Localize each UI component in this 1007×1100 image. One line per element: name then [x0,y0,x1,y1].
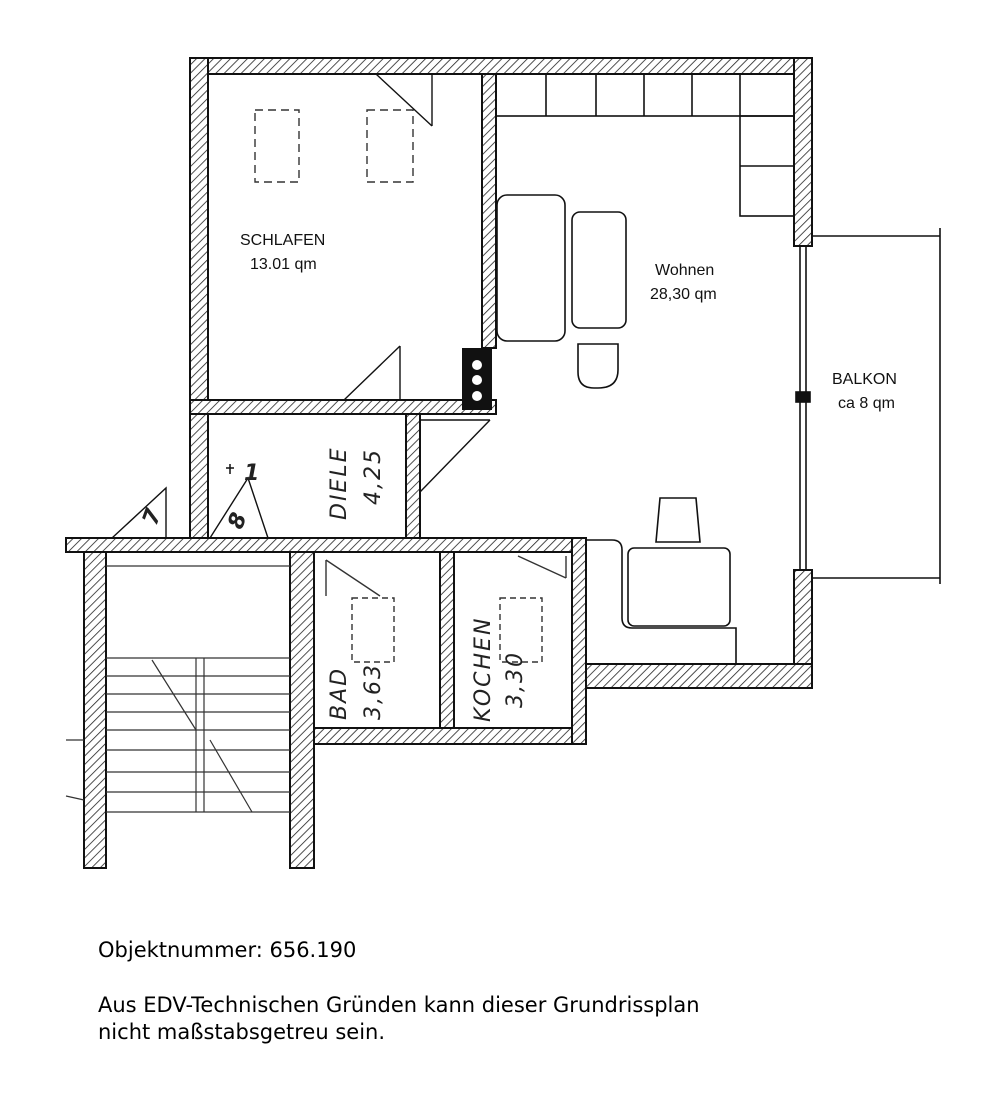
stair-number-left: 7 [138,505,168,529]
room-schlafen-name: SCHLAFEN [240,232,326,249]
chimney-element [462,348,492,410]
bedroom-top-door [376,74,432,126]
disclaimer-note [98,992,898,1046]
room-schlafen-area: 13.01 qm [250,256,317,273]
stair-arrow-icon [226,464,234,474]
disclaimer-line-1: Aus EDV-Technischen Gründen kann dieser Grundrissplan [98,993,700,1017]
object-number: Objektnummer: 656.190 [98,938,357,962]
room-balkon-name: BALKON [832,371,897,388]
room-bad-name: BAD [327,666,352,720]
room-kochen-name: KOCHEN [471,616,496,722]
stair-arrow-mark: 1 [244,461,260,486]
room-bad-area: 3,63 [361,663,386,720]
bath-fixtures [326,560,394,662]
room-balkon-area: ca 8 qm [838,395,895,412]
bedroom-furniture [255,110,413,182]
room-kochen-area: 3,30 [503,651,528,708]
bedroom-door [344,346,400,400]
walls [66,58,812,868]
kitchen-fixtures [500,556,566,662]
room-wohnen-area: 28,30 qm [650,286,717,303]
room-diele-name: DIELE [327,446,352,520]
room-diele-area: 4,25 [361,448,386,505]
stair-number-right: 8 [223,509,253,533]
disclaimer-line-2: nicht maßstabsgetreu sein. [98,1020,386,1044]
room-wohnen-name: Wohnen [655,262,715,279]
living-door [420,420,490,492]
